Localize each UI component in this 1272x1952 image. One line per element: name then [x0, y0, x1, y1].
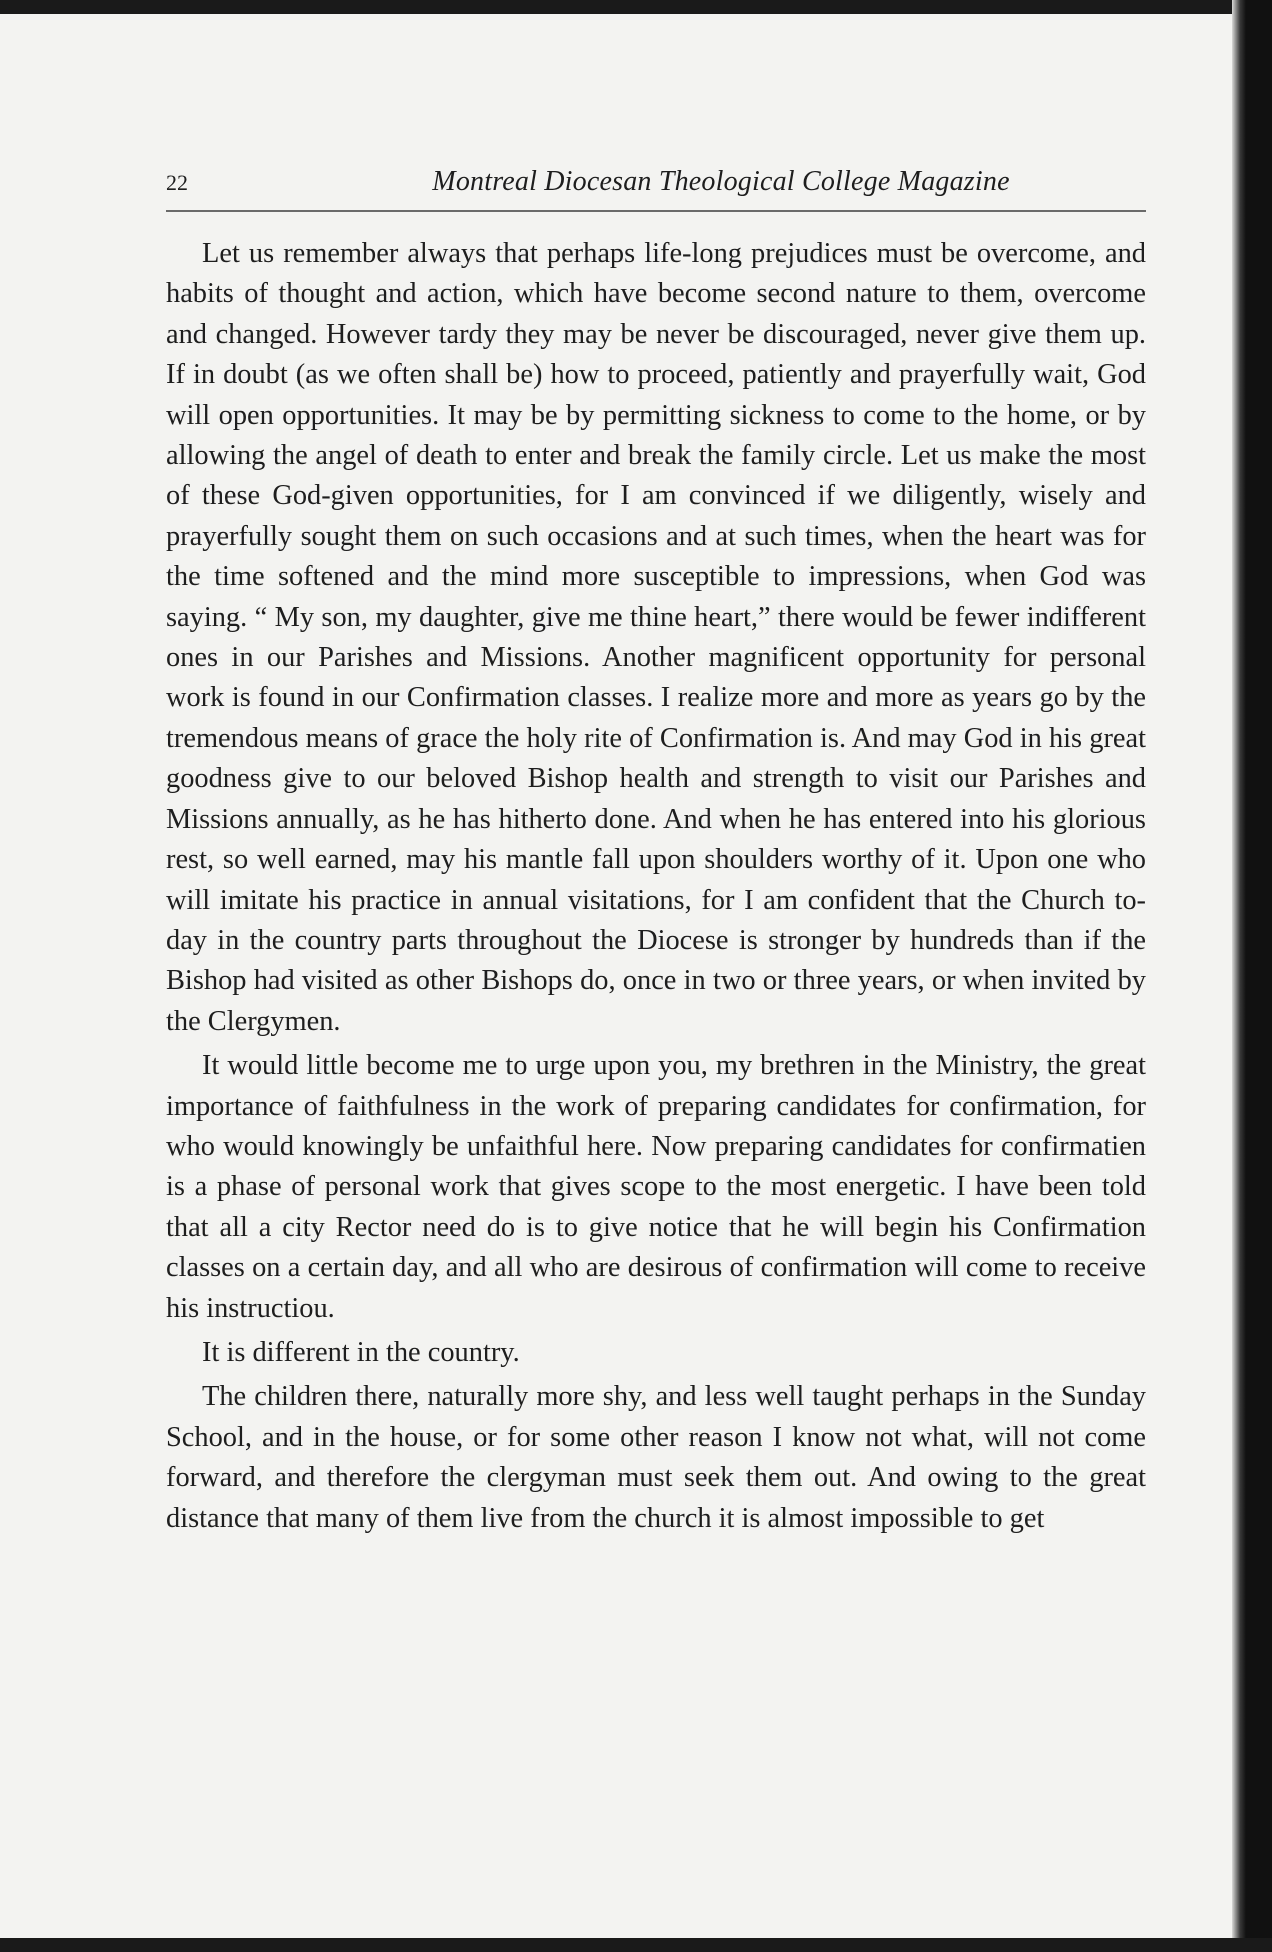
scan-top-edge	[0, 0, 1272, 14]
paragraph: It would little become me to urge upon you, my brethren in the Ministry, the great importance of faithfulness in the work of preparing candidates for confirmation, for who would knowingly be unfaithful here. Now preparing candidates for confirmatien is a phase of personal work that gives scope to the most energetic. I have been told that all a city Rector need do is to give notice that he will begin his Confirmation classes on a certain day, and all who are desirous of confirmation will come to receive his instructiou.	[166, 1050, 1146, 1324]
body-text	[166, 234, 1146, 1539]
journal-title: Montreal Diocesan Theological College Magazine	[432, 166, 1010, 197]
scan-right-edge	[1232, 0, 1272, 1952]
page-number: 22	[166, 170, 188, 195]
paragraph: It is different in the country.	[202, 1336, 520, 1368]
paragraph: Let us remember always that perhaps life-long prejudices must be overcome, and habits of thought and action, which have become second nature to them, overcome and changed. However tardy they may be never be discouraged, never give them up. If in doubt (as we often shall be) how to proceed, patiently and prayerfully wait, God will open opportunities. It may be by permitting sickness to come to the home, or by allowing the angel of death to enter and break the family circle. Let us make the most of these God-given opportunities, for I am convinced if we diligently, wisely and prayerfully sought them on such occasions and at such times, when the heart was for the time softened and the mind more susceptible to impressions, when God was saying. “ My son, my daughter, give me thine heart,” there would be fewer indifferent ones in our Parishes and Missions. Another magnificent opportunity for personal work is found in our Confirmation classes. I realize more and more as years go by the tremendous means of grace the holy rite of Confirmation is. And may God in his great goodness give to our beloved Bishop health and strength to visit our Parishes and Missions annually, as he has hitherto done. And when he has entered into his glorious rest, so well earned, may his mantle fall upon shoulders worthy of it. Upon one who will imitate his practice in annual visitations, for I am confident that the Church to-day in the country parts throughout the Diocese is stronger by hundreds than if the Bishop had visited as other Bishops do, once in two or three years, or when invited by the Clergymen.	[166, 238, 1146, 1037]
running-header	[166, 150, 1146, 212]
page-content	[166, 150, 1146, 1890]
paragraph: The children there, naturally more shy, and less well taught perhaps in the Sunday School, and in the house, or for some other reason I know not what, will not come forward, and therefore the clergyman must seek them out. And owing to the great distance that many of them live from the church it is almost impossible to get	[166, 1381, 1146, 1534]
scan-bottom-edge	[0, 1938, 1272, 1952]
